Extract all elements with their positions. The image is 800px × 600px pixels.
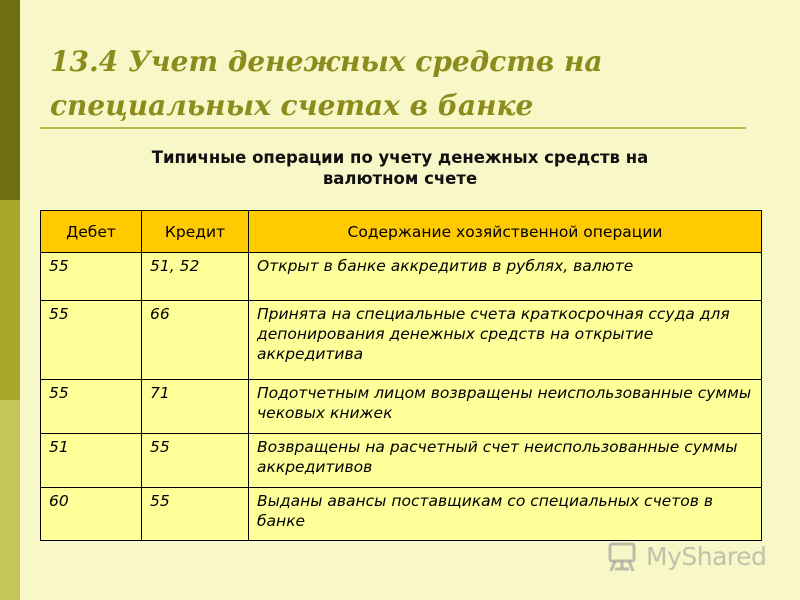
cell-debit: 55: [41, 380, 142, 434]
watermark: [606, 536, 766, 576]
cell-debit: 60: [41, 488, 142, 541]
cell-description: Подотчетным лицом возвращены неиспользованные суммы чековых книжек: [249, 380, 762, 434]
table-caption: [80, 147, 720, 189]
header-credit: Кредит: [142, 211, 249, 253]
myshared-logo-icon: [606, 538, 642, 574]
cell-credit: 55: [142, 434, 249, 488]
header-description: Содержание хозяйственной операции: [249, 211, 762, 253]
cell-description: Принята на специальные счета краткосрочная ссуда для депонирования денежных средств на открытие аккредитива: [249, 301, 762, 380]
table-row: [41, 253, 762, 301]
header-debit: Дебет: [41, 211, 142, 253]
table-caption-line-1: Типичные операции по учету денежных средств на: [151, 148, 649, 167]
cell-debit: 55: [41, 301, 142, 380]
cell-description: Выданы авансы поставщикам со специальных счетов в банке: [249, 488, 762, 541]
slide-title-line-1: 13.4 Учет денежных средств на: [50, 45, 603, 78]
cell-debit: 55: [41, 253, 142, 301]
table-row: [41, 301, 762, 380]
cell-debit: 51: [41, 434, 142, 488]
slide-title-line-2: специальных счетах в банке: [50, 89, 534, 122]
cell-credit: 71: [142, 380, 249, 434]
operations-table: [40, 210, 762, 541]
slide-title: [50, 40, 750, 128]
side-bar-segment-light: [0, 400, 20, 600]
cell-credit: 66: [142, 301, 249, 380]
watermark-text: MyShared: [646, 541, 767, 571]
side-bar-segment-mid: [0, 200, 20, 400]
title-divider: [40, 127, 746, 129]
table-row: [41, 488, 762, 541]
table-row: [41, 380, 762, 434]
side-bar-segment-dark: [0, 0, 20, 200]
cell-description: Возвращены на расчетный счет неиспользованные суммы аккредитивов: [249, 434, 762, 488]
side-bar: [0, 0, 20, 600]
table-caption-line-2: валютном счете: [322, 169, 478, 188]
cell-credit: 51, 52: [142, 253, 249, 301]
table-row: [41, 434, 762, 488]
table-header-row: [41, 211, 762, 253]
cell-credit: 55: [142, 488, 249, 541]
cell-description: Открыт в банке аккредитив в рублях, валюте: [249, 253, 762, 301]
